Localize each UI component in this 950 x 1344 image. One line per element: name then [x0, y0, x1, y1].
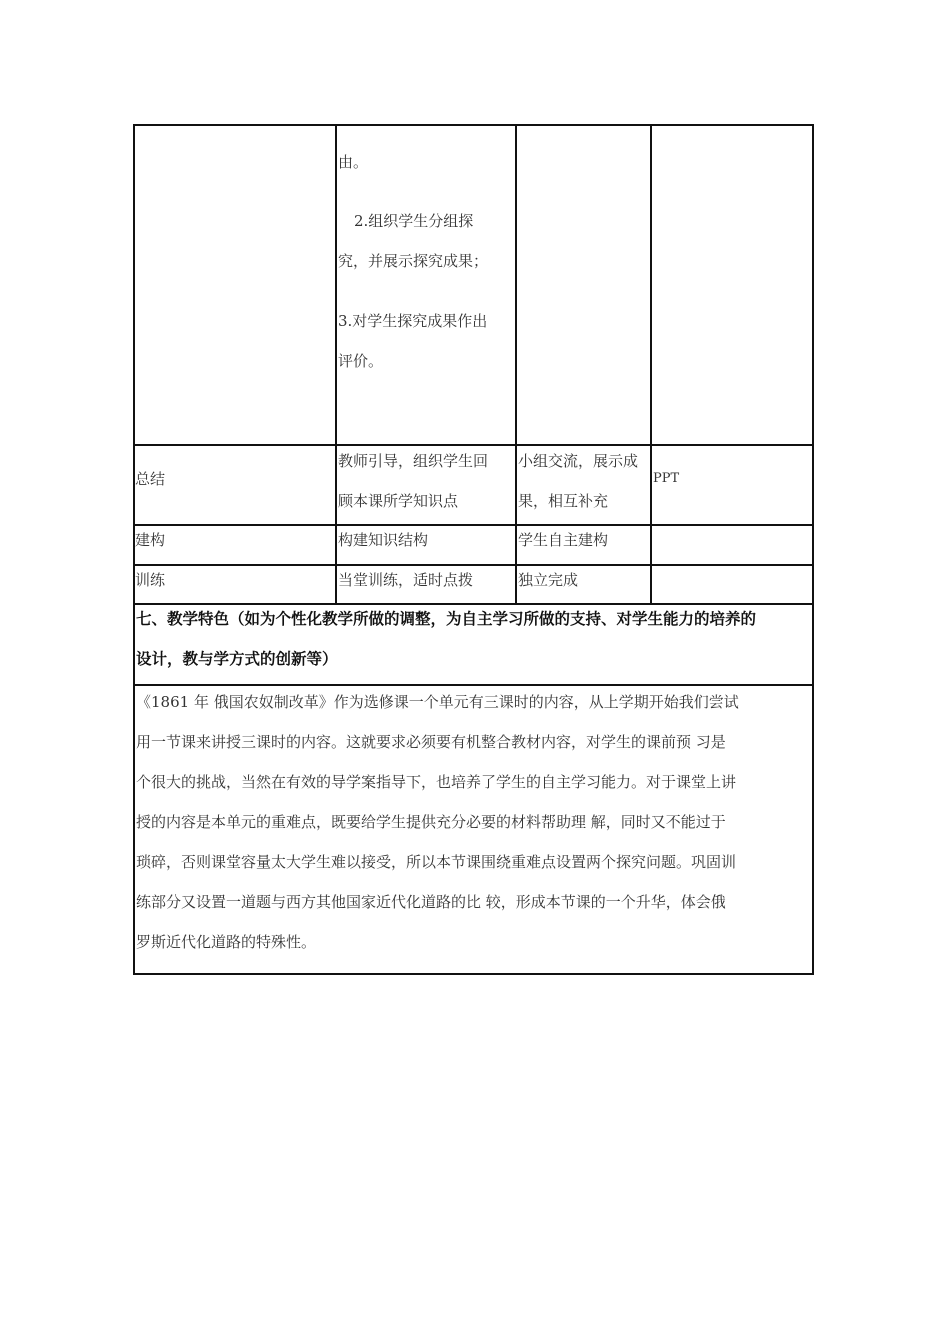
table-border-top [133, 124, 814, 126]
column-divider [515, 124, 517, 605]
text-line: 究，并展示探究成果； [338, 252, 489, 270]
paragraph-line: 授的内容是本单元的重难点，既要给学生提供充分必要的材料帮助理 解，同时又不能过于 [136, 813, 726, 831]
paragraph-line: 个很大的挑战，当然在有效的导学案指导下，也培养了学生的自主学习能力。对于课堂上讲 [136, 773, 737, 791]
paragraph-line: 《1861 年 俄国农奴制改革》作为选修课一个单元有三课时的内容，从上学期开始我们尝试 [136, 693, 739, 711]
row-divider [133, 564, 814, 566]
table-border-bottom [133, 973, 814, 975]
paragraph-line: 用一节课来讲授三课时的内容。这就要求必须要有机整合教材内容，对学生的课前预 习是 [136, 733, 726, 751]
text-line: 评价。 [338, 352, 384, 370]
row-divider [133, 524, 814, 526]
row-divider [133, 444, 814, 446]
text-line: 小组交流，展示成 [518, 452, 639, 470]
section-7-body [136, 682, 810, 962]
column-divider [650, 124, 652, 605]
row-summary-stage: 总结 [135, 470, 166, 488]
text-line: 教师引导，组织学生回 [338, 452, 489, 470]
text-line: 3.对学生探究成果作出 [338, 312, 488, 330]
paragraph-line: 罗斯近代化道路的特殊性。 [136, 933, 317, 951]
section-7-title [136, 599, 810, 679]
text-line: 果，相互补充 [518, 492, 609, 510]
title-line: 七、教学特色（如为个性化教学所做的调整，为自主学习所做的支持、对学生能力的培养的 [136, 609, 757, 628]
title-line: 设计，教与学方式的创新等） [136, 649, 338, 668]
paragraph-line: 琐碎，否则课堂容量太大学生难以接受，所以本节课围绕重难点设置两个探究问题。巩固训 [136, 853, 737, 871]
row-construct-teacher: 构建知识结构 [338, 531, 429, 549]
text-line: 顾本课所学知识点 [338, 492, 459, 510]
row-practice-stage: 训练 [135, 571, 166, 589]
row-construct-student: 学生自主建构 [518, 531, 609, 549]
row-summary-media: PPT [653, 471, 680, 486]
row-practice-student: 独立完成 [518, 571, 579, 589]
row-construct-stage: 建构 [135, 531, 166, 549]
column-divider [335, 124, 337, 605]
text-line: 由。 [338, 153, 369, 171]
row-practice-teacher: 当堂训练，适时点拨 [338, 571, 474, 589]
text-line: 2.组织学生分组探 [354, 212, 474, 230]
lesson-plan-table [133, 124, 814, 975]
paragraph-line: 练部分又设置一道题与西方其他国家近代化道路的比 较，形成本节课的一个升华，体会俄 [136, 893, 726, 911]
table-border-right [812, 124, 814, 975]
